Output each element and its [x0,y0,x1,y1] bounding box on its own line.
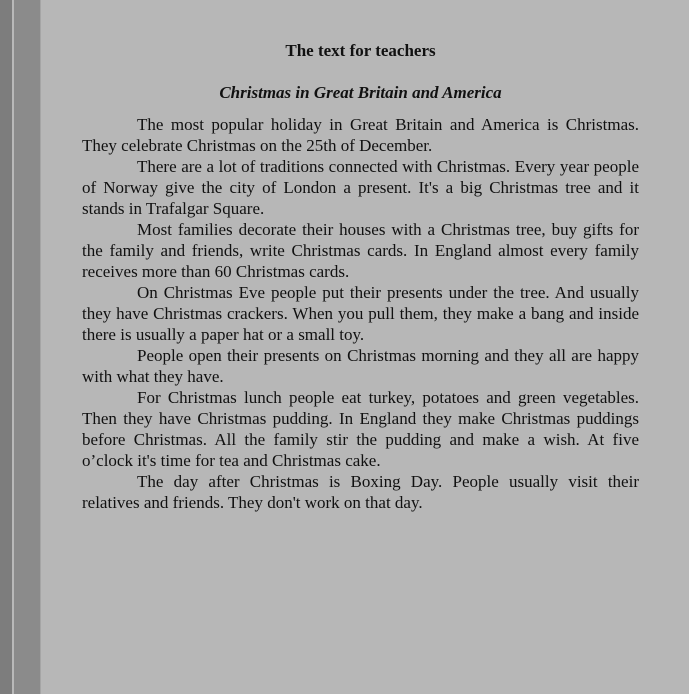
paragraph-5: People open their presents on Christmas morning and they all are happy with what they have. [82,346,639,386]
paragraph-4: On Christmas Eve people put their presents under the tree. And usually they have Christmas crackers. When you pull them, they make a bang and inside there is usually a paper hat or a small toy. [82,283,639,344]
text-subtitle: Christmas in Great Britain and America [219,83,502,102]
paragraph-2: There are a lot of traditions connected with Christmas. Every year people of Norway give the city of London a present. It's a big Christmas tree and it stands in Trafalgar Square. [82,157,639,218]
paragraph-1: The most popular holiday in Great Britain and America is Christmas. They celebrate Christmas on the 25th of December. [82,115,639,155]
paragraph-6: For Christmas lunch people eat turkey, potatoes and green vegetables. Then they have Christmas pudding. In England they make Christmas puddings before Christmas. All the family stir the pudding and make a wish. At five o’clock it's time for tea and Christmas cake. [82,388,639,470]
page-title: The text for teachers [285,41,436,60]
page-gutter [14,0,40,694]
paragraph-3: Most families decorate their houses with a Christmas tree, buy gifts for the family and friends, write Christmas cards. In England almost every family receives more than 60 Christmas cards. [82,220,639,281]
viewer-left-border [0,0,12,694]
page-content [82,40,639,513]
paragraph-7: The day after Christmas is Boxing Day. People usually visit their relatives and friends. They don't work on that day. [82,472,639,512]
document-page[interactable] [40,0,689,694]
